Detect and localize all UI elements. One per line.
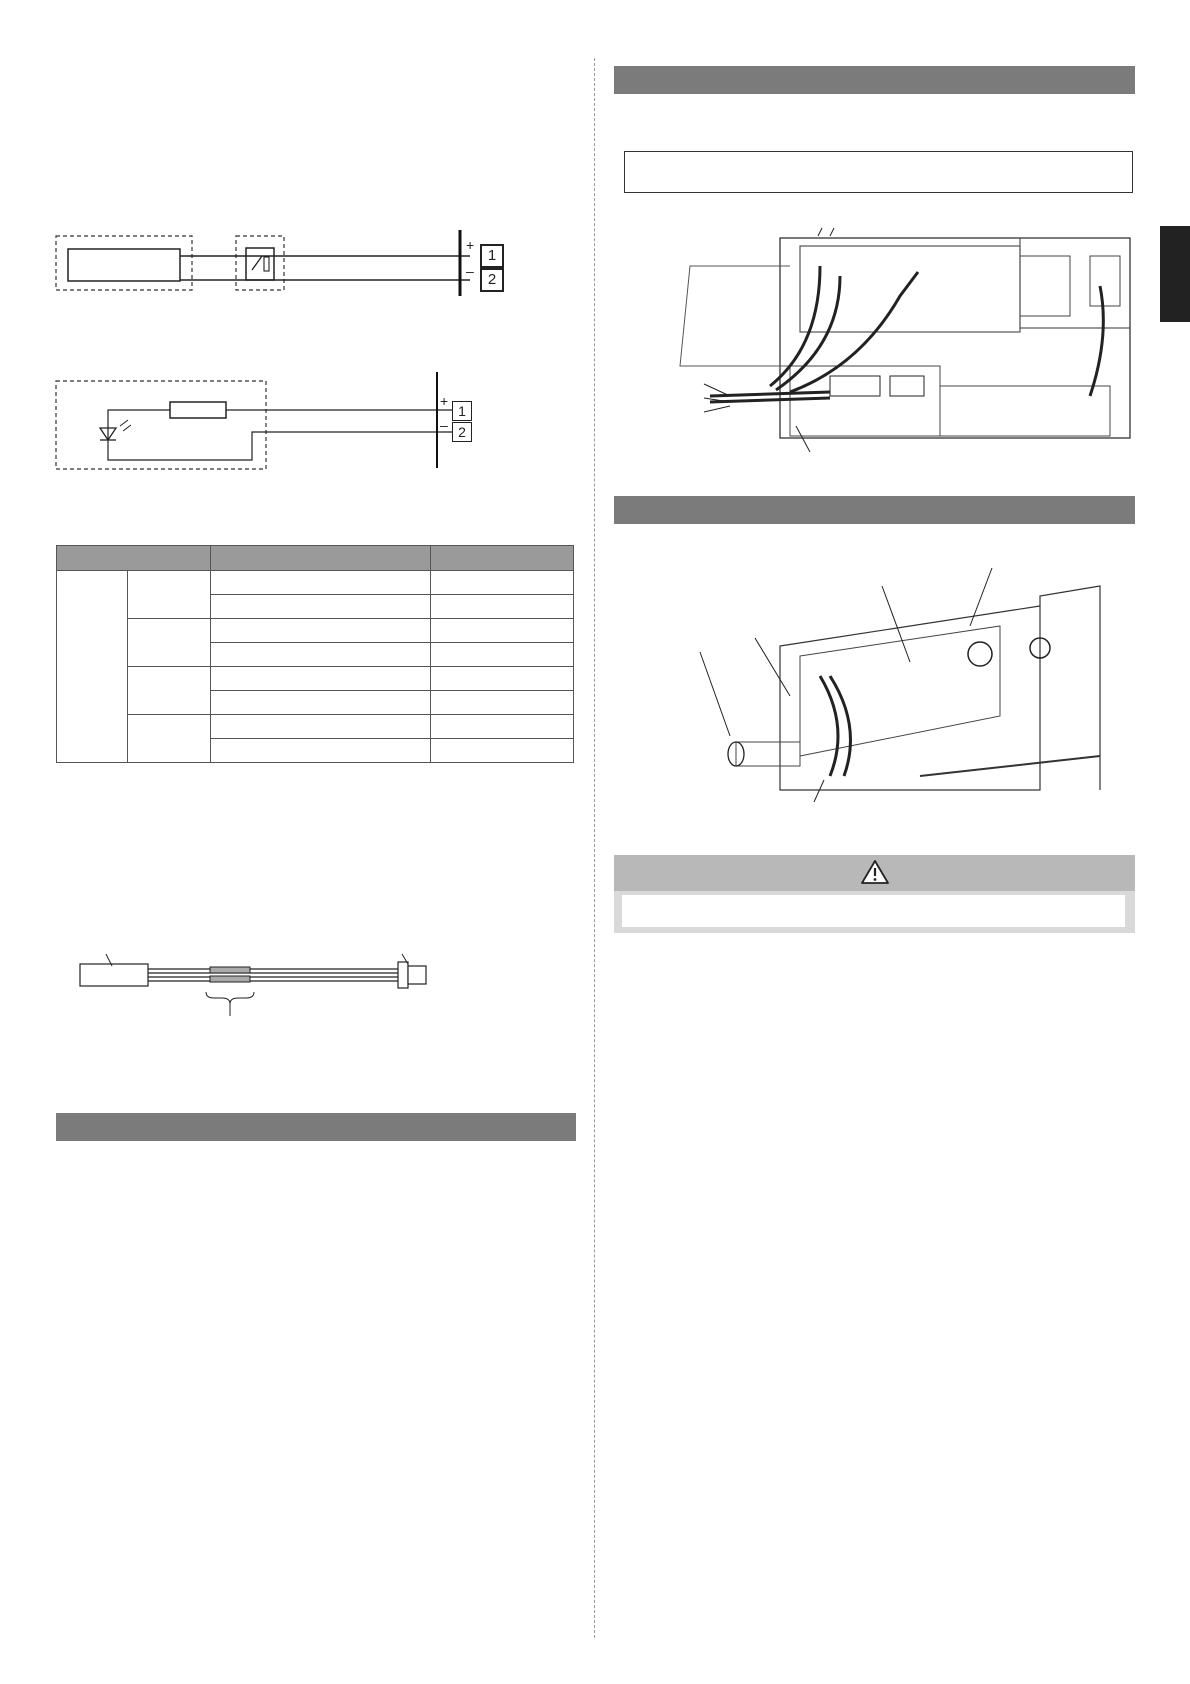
section-bar-right-2 [614,496,1135,524]
contact-input-diagram [0,0,600,320]
heat-shrink-1 [210,967,250,973]
terminal-1: 1 [480,244,504,268]
terminal-2: 2 [480,268,504,292]
external-device-block [68,249,180,281]
pipe-fitting-icon [968,642,992,666]
resistor-symbol [170,402,226,418]
led-terminal-1: 1 [452,401,472,421]
cable-illustration [0,940,600,1020]
spec-table [56,545,574,763]
unit-perspective-illustration [600,566,1140,806]
table-header-cell [57,546,211,571]
warning-triangle-icon [860,859,890,885]
warning-body [614,891,1135,933]
note-box [624,151,1133,193]
relay-symbol [246,248,274,280]
warning-header [614,855,1135,891]
cable-jacket [80,964,148,986]
table-row [57,667,574,691]
table-header-cell [211,546,430,571]
warning-text-area [622,895,1125,927]
table-header-row [57,546,574,571]
connector-plug [398,962,408,988]
polarity-minus: – [466,263,474,279]
table-row [57,619,574,643]
section-bar-left [56,1113,576,1141]
led-polarity-plus: + [440,393,449,409]
table-row [57,571,574,595]
led-device-box [56,381,266,469]
led-output-diagram [0,360,600,480]
control-box-illustration [600,226,1140,456]
table-row [57,715,574,739]
polarity-plus: + [466,237,475,253]
led-terminal-2: 2 [452,422,472,442]
led-polarity-minus: – [440,417,448,433]
table-header-cell [430,546,573,571]
heat-shrink-2 [210,976,250,982]
chapter-tab [1160,226,1190,322]
section-bar-right-1 [614,66,1135,94]
external-device-box [56,236,192,290]
relay-box [236,236,284,290]
